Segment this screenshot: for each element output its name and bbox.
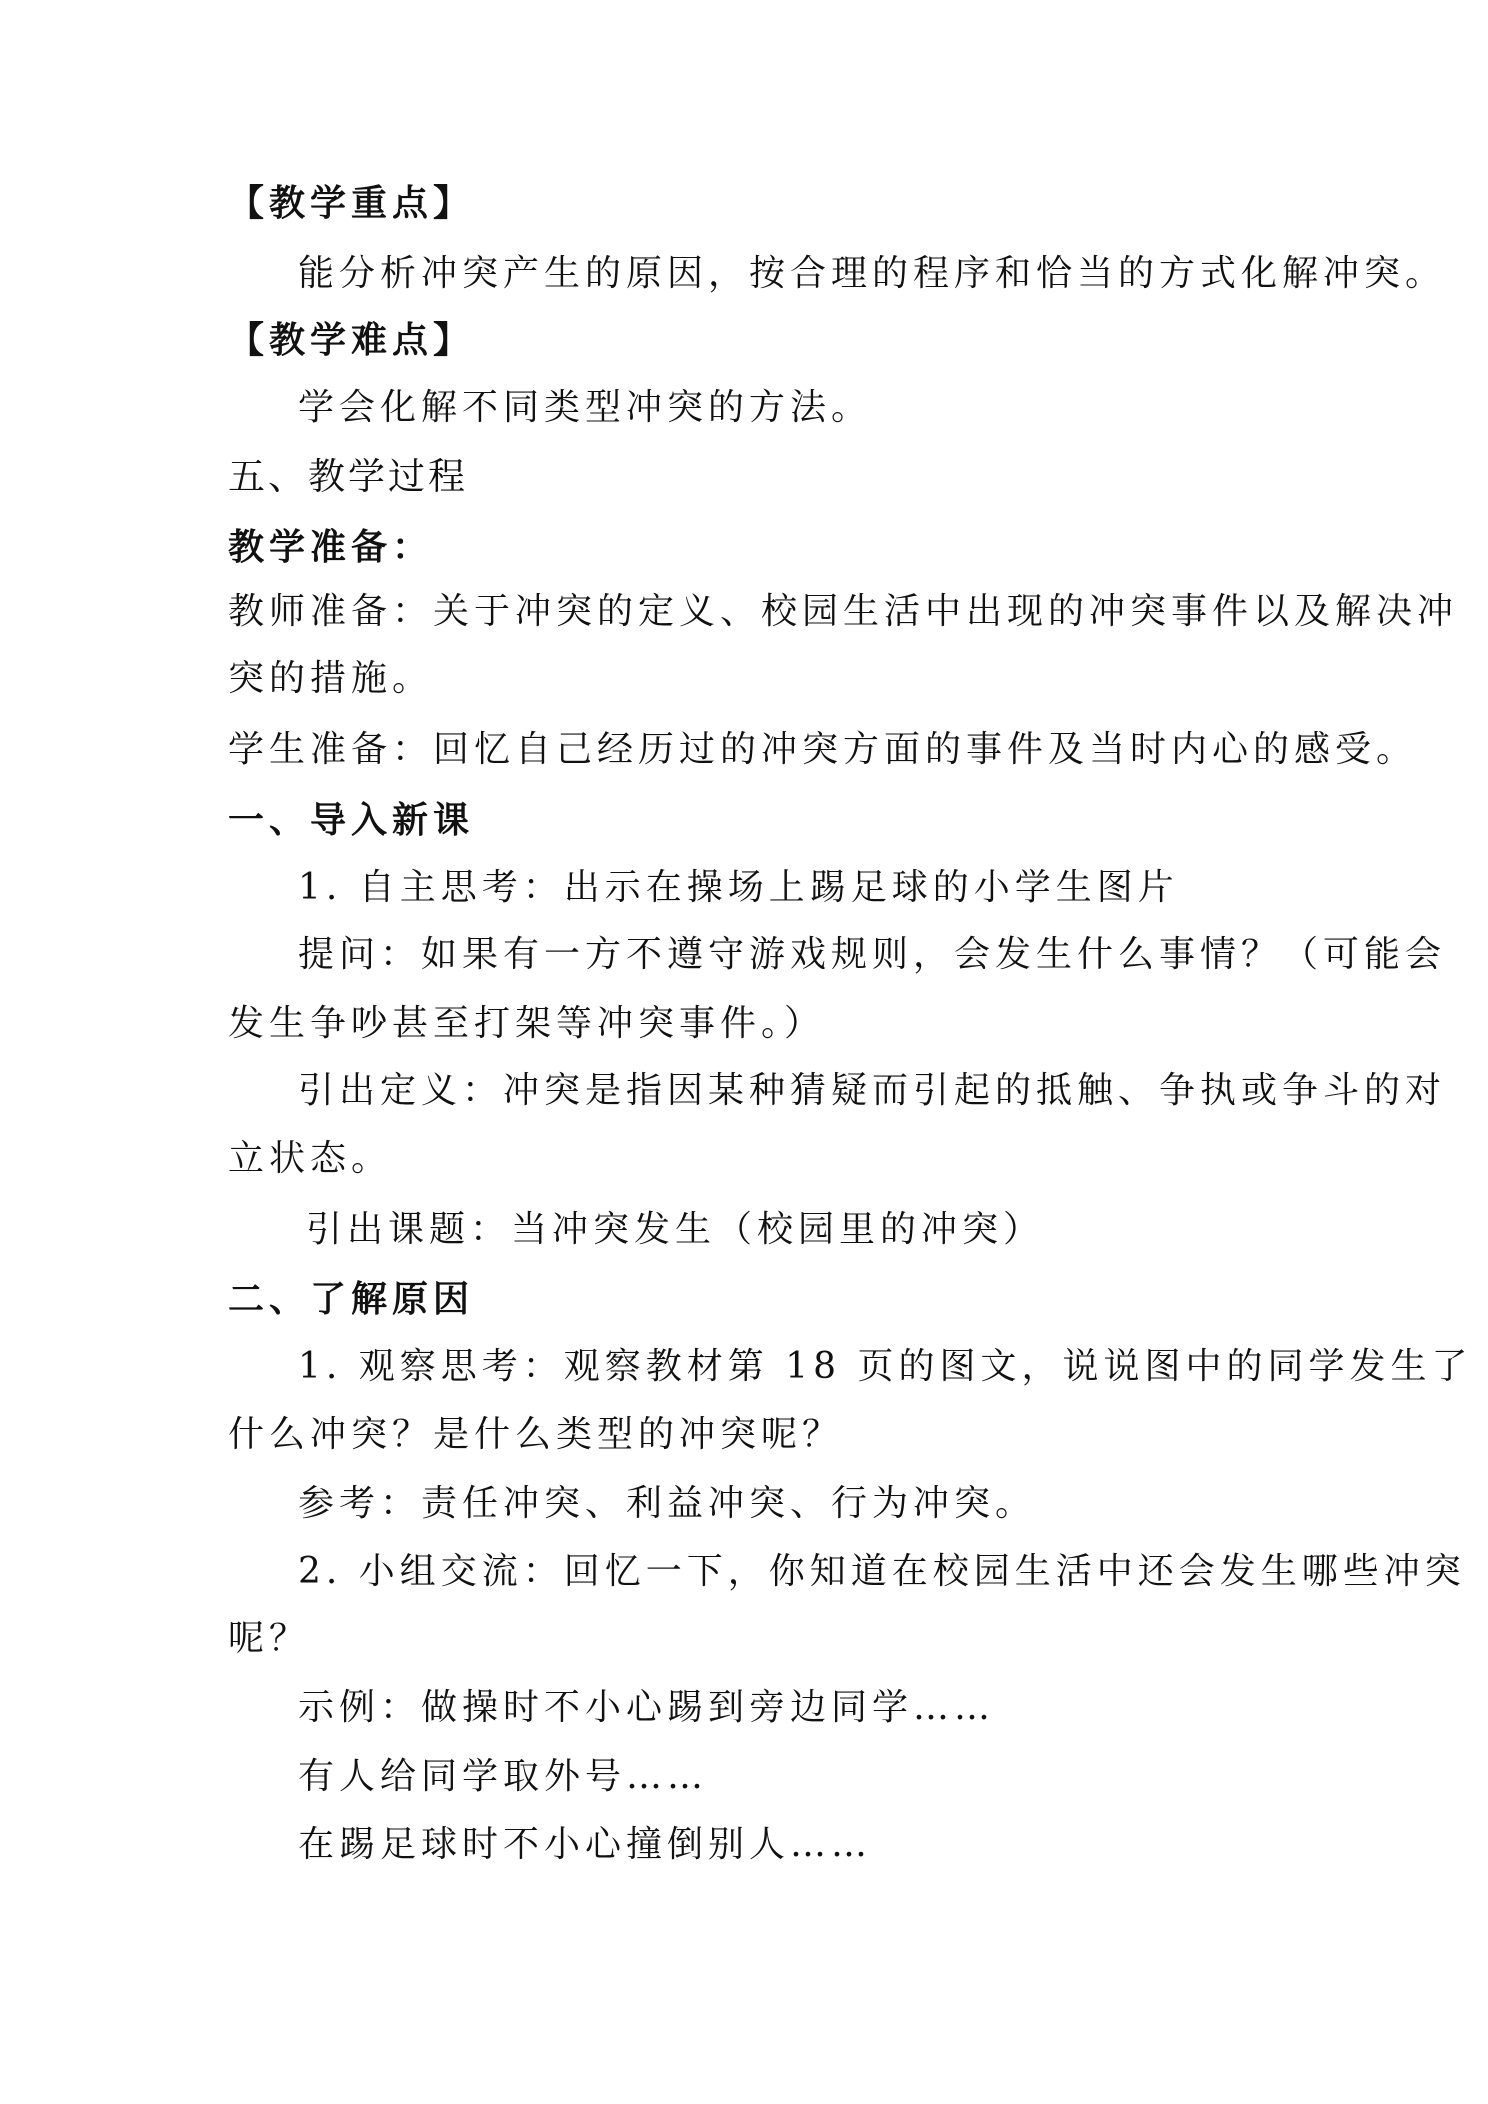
part1-question-line1: 提问：如果有一方不遵守游戏规则，会发生什么事情？（可能会 [298, 934, 1447, 975]
part2-item2-line2: 呢？ [228, 1618, 311, 1659]
teacher-prep-line2: 突的措施。 [228, 658, 434, 699]
part2-example3: 在踢足球时不小心撞倒别人…… [298, 1824, 873, 1865]
part2-item1-line1: 1. 观察思考：观察教材第 18 页的图文，说说图中的同学发生了 [298, 1346, 1473, 1387]
key-point-heading: 【教学重点】 [228, 183, 475, 224]
part2-reference: 参考：责任冲突、利益冲突、行为冲突。 [298, 1483, 1037, 1524]
part1-topic: 引出课题：当冲突发生（校园里的冲突） [306, 1209, 1045, 1250]
part2-heading: 二、了解原因 [228, 1279, 475, 1320]
teacher-prep-line1: 教师准备：关于冲突的定义、校园生活中出现的冲突事件以及解决冲 [228, 591, 1459, 632]
part1-heading: 一、导入新课 [228, 800, 475, 841]
part2-item2-line1: 2. 小组交流：回忆一下，你知道在校园生活中还会发生哪些冲突 [298, 1551, 1466, 1592]
prep-heading: 教学准备： [228, 527, 434, 568]
student-prep: 学生准备：回忆自己经历过的冲突方面的事件及当时内心的感受。 [228, 729, 1418, 770]
difficulty-text: 学会化解不同类型冲突的方法。 [298, 387, 873, 428]
part2-example1: 示例：做操时不小心踢到旁边同学…… [298, 1687, 996, 1728]
key-point-text: 能分析冲突产生的原因，按合理的程序和恰当的方式化解冲突。 [298, 253, 1447, 294]
part2-example2: 有人给同学取外号…… [298, 1756, 709, 1797]
difficulty-heading: 【教学难点】 [228, 320, 475, 361]
part1-definition-line1: 引出定义：冲突是指因某种猜疑而引起的抵触、争执或争斗的对 [298, 1070, 1447, 1111]
part1-definition-line2: 立状态。 [228, 1138, 393, 1179]
process-heading: 五、教学过程 [228, 455, 468, 498]
part2-item1-line2: 什么冲突？是什么类型的冲突呢？ [228, 1414, 844, 1455]
part1-question-line2: 发生争吵甚至打架等冲突事件。） [228, 1003, 826, 1044]
part1-item1: 1. 自主思考：出示在操场上踢足球的小学生图片 [298, 867, 1179, 908]
